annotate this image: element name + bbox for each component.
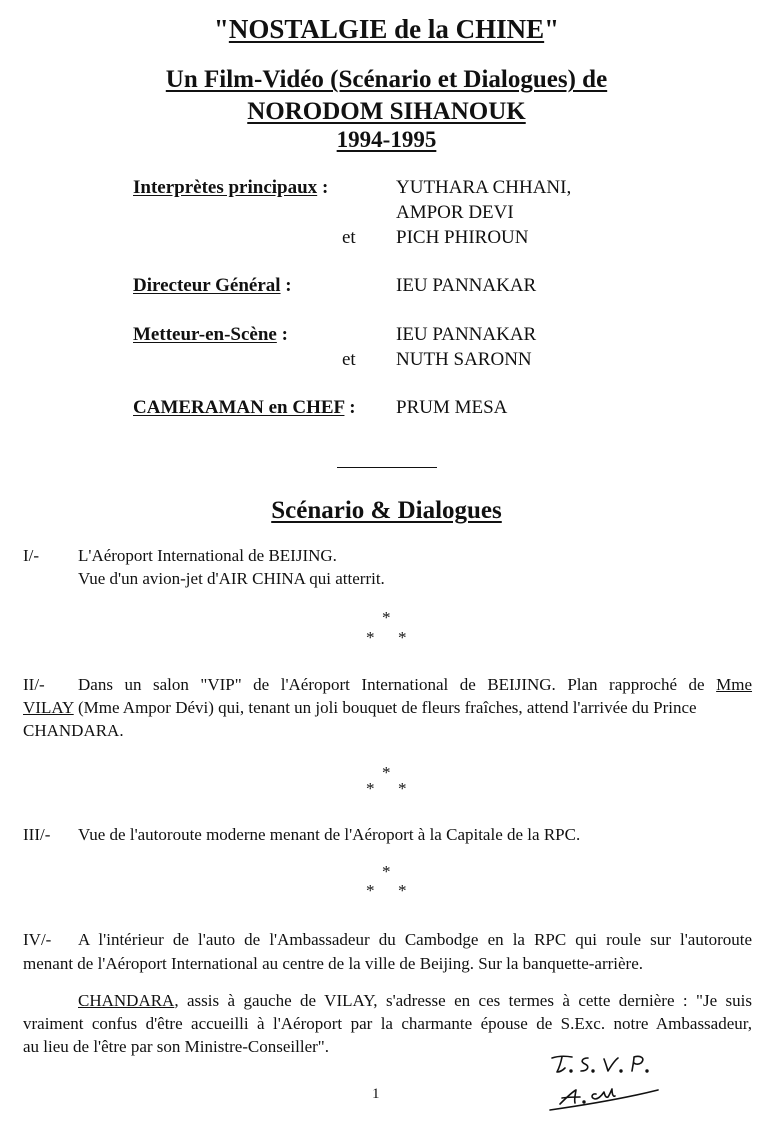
- scene-text: CHANDARA, assis à gauche de VILAY, s'adresse en ces termes à cette dernière : "Je suis: [78, 991, 752, 1010]
- scene-text: Vue d'un avion-jet d'AIR CHINA qui atterrit.: [78, 569, 385, 588]
- star-separator: *: [366, 628, 375, 647]
- subtitle-line-2: NORODOM SIHANOUK: [247, 98, 526, 125]
- title-text: NOSTALGIE de la CHINE: [228, 14, 545, 44]
- section-title: Scénario & Dialogues: [271, 497, 502, 524]
- scene-text: L'Aéroport International de BEIJING.: [78, 546, 337, 565]
- scene-text: Vue de l'autoroute moderne menant de l'Aéroport à la Capitale de la RPC.: [78, 825, 581, 844]
- scene-text: A l'intérieur de l'auto de l'Ambassadeur du Cambodge en la RPC qui roule sur l'autoroute: [78, 930, 752, 949]
- credit-directeur-name: IEU PANNAKAR: [396, 275, 537, 296]
- scene-text: vraiment confus d'être accueilli à l'Aéroport par la charmante épouse de S.Exc. notre Ambassadeur,: [23, 1014, 752, 1033]
- star-separator: *: [398, 881, 407, 900]
- years: 1994-1995: [336, 127, 437, 152]
- divider-rule: [337, 467, 437, 468]
- scene-number: IV/-: [23, 930, 52, 949]
- scene-number: I/-: [23, 546, 40, 565]
- page-number: 1: [372, 1086, 380, 1102]
- credit-metteur-name: IEU PANNAKAR: [396, 324, 537, 345]
- scene-number: III/-: [23, 825, 51, 844]
- credit-metteur-name: NUTH SARONN: [396, 349, 532, 370]
- subtitle-line-1: Un Film-Vidéo (Scénario et Dialogues) de: [165, 66, 608, 93]
- star-separator: *: [382, 763, 391, 782]
- star-separator: *: [398, 628, 407, 647]
- credit-interprete-name: AMPOR DEVI: [396, 202, 514, 223]
- star-separator: *: [382, 608, 391, 627]
- credit-cameraman-name: PRUM MESA: [396, 397, 508, 418]
- star-separator: *: [398, 779, 407, 798]
- credit-directeur-label: Directeur Général :: [133, 275, 292, 296]
- handwritten-initials: [548, 1050, 678, 1116]
- star-separator: *: [366, 779, 375, 798]
- handwritten-initials-drawing: [548, 1050, 678, 1116]
- credit-et: et: [342, 227, 356, 248]
- scene-text: menant de l'Aéroport International au centre de la ville de Beijing. Sur la banquette-arrière.: [23, 954, 644, 973]
- star-separator: *: [382, 862, 391, 881]
- scene-number: II/-: [23, 675, 45, 694]
- star-separator: *: [366, 881, 375, 900]
- credit-cameraman-label: CAMERAMAN en CHEF :: [133, 397, 356, 418]
- scene-text: CHANDARA.: [23, 721, 124, 740]
- credit-et: et: [342, 349, 356, 370]
- credit-metteur-label: Metteur-en-Scène :: [133, 324, 288, 345]
- scene-text: au lieu de l'être par son Ministre-Conseiller".: [23, 1037, 329, 1056]
- credit-interpretes-label: Interprètes principaux :: [133, 177, 329, 198]
- document-title: "NOSTALGIE de la CHINE": [213, 14, 560, 44]
- credit-interprete-name: YUTHARA CHHANI,: [396, 177, 572, 198]
- scene-text: VILAY (Mme Ampor Dévi) qui, tenant un joli bouquet de fleurs fraîches, attend l'arrivée du Prince: [23, 698, 697, 717]
- scene-text: Dans un salon "VIP" de l'Aéroport International de BEIJING. Plan rapproché de Mme: [78, 675, 753, 694]
- credit-interprete-name: PICH PHIROUN: [396, 227, 529, 248]
